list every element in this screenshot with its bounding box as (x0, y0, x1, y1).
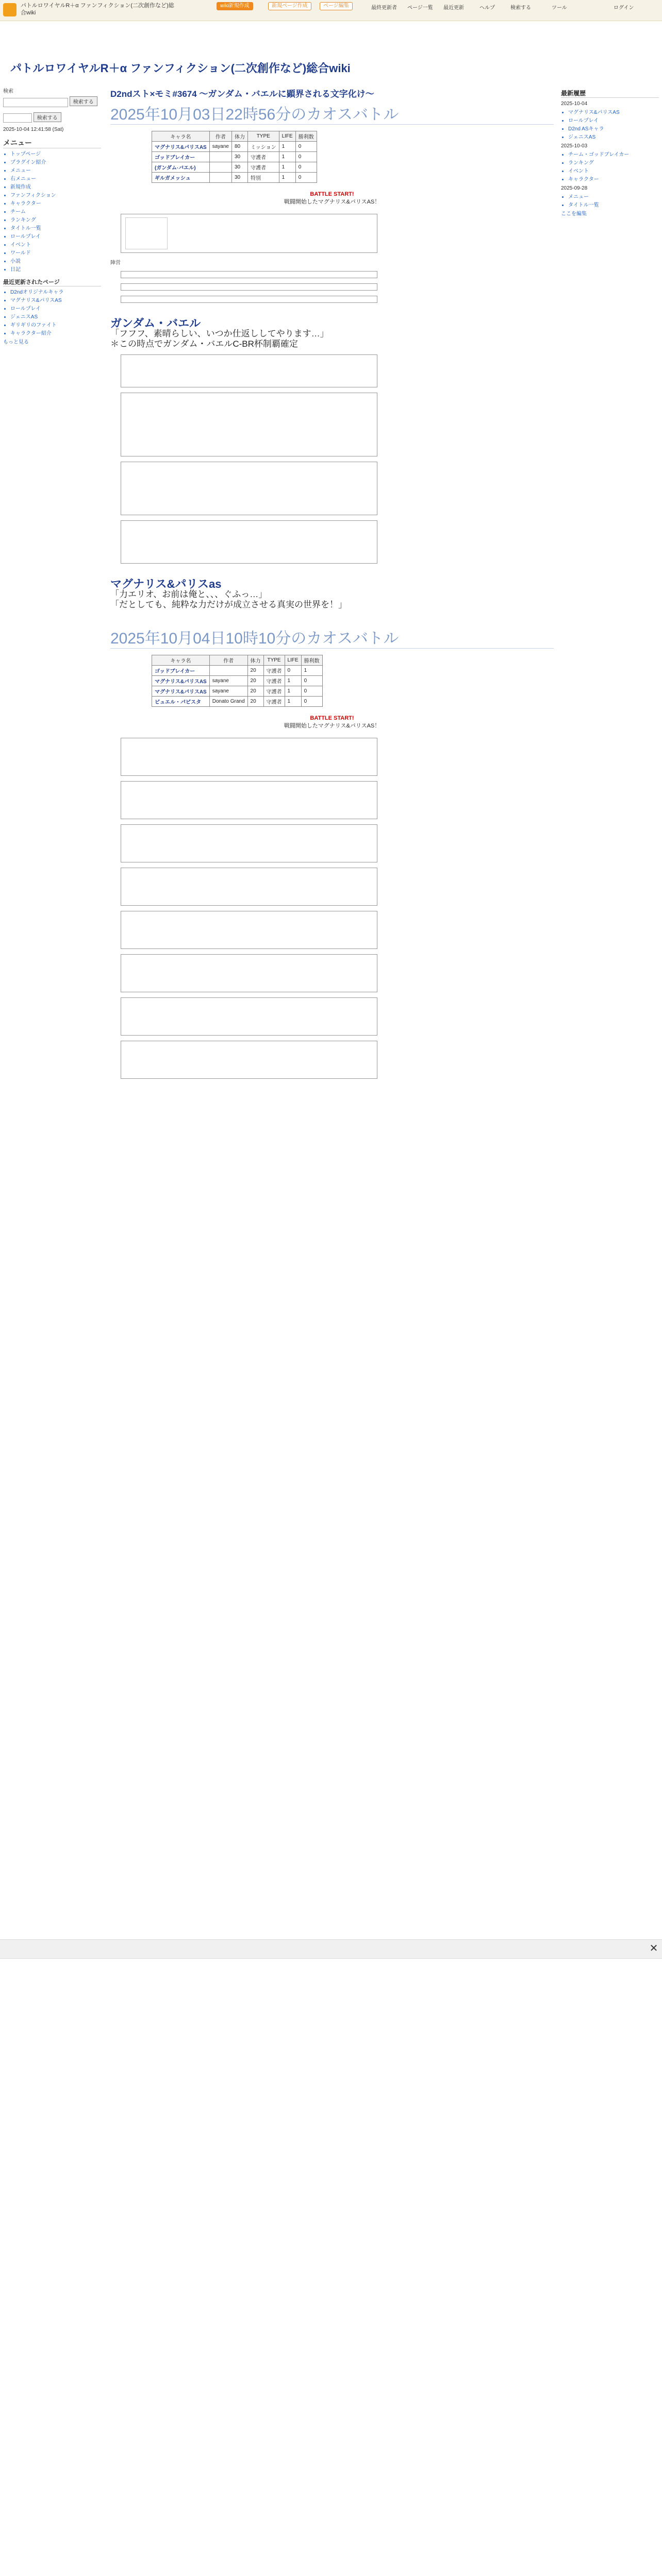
history-item[interactable]: • イベント (568, 166, 659, 174)
right-sidebar (561, 89, 659, 217)
menu-item[interactable]: • メニュー (10, 166, 101, 174)
table-row (152, 676, 323, 686)
history-date: 2025-09-28 (561, 185, 588, 191)
wiki-title[interactable]: パトルロワイヤルR＋α ファンフィクション(二次創作など)総合wiki (10, 62, 351, 75)
character-image (125, 217, 168, 249)
table-header: 作者 (209, 655, 247, 666)
result-table (152, 655, 323, 707)
menu-item[interactable]: • ワールド (10, 248, 101, 256)
table-cell: Donato Grand (209, 697, 247, 707)
table-cell: 0 (301, 676, 322, 686)
session-title: 2025年10月03日22時56分のカオスバトル (110, 101, 554, 125)
table-header: 体力 (247, 655, 263, 666)
menu-item[interactable]: • チーム (10, 207, 101, 215)
menu-item[interactable]: • ファンフィクション (10, 191, 101, 198)
table-cell: 30 (231, 173, 247, 183)
table-header: 体力 (231, 131, 247, 142)
table-cell: sayane (209, 676, 247, 686)
battle-start-label: BATTLE START! (310, 191, 354, 197)
recent-title: 最近更新されたページ (3, 278, 101, 286)
table-cell: ミッション (247, 142, 279, 152)
table-cell: 1 (279, 162, 295, 173)
table-cell: 0 (301, 697, 322, 707)
table-header: 勝利数 (301, 655, 322, 666)
battle-log-box (121, 271, 377, 278)
table-cell: 20 (247, 666, 263, 676)
battle-start (110, 715, 554, 730)
history-item[interactable]: • ジェニスAS (568, 132, 659, 140)
turn-line (110, 258, 554, 266)
recent-item[interactable]: • マグナリス&パリスAS (10, 296, 101, 303)
table-header: 作者 (209, 131, 231, 142)
topbar-link-2[interactable]: 最近更新 (443, 5, 464, 11)
ending-lines (110, 579, 554, 610)
new-page-button[interactable]: 新規ページ作成 (268, 2, 311, 10)
table-cell[interactable]: マグナリス&パリスAS (152, 686, 210, 697)
table-cell: 特別 (247, 173, 279, 183)
history-item[interactable]: • D2nd ASキャラ (568, 124, 659, 132)
table-row (152, 142, 317, 152)
battle-start-label: BATTLE START! (310, 715, 354, 721)
table-row (152, 152, 317, 162)
table-header: LIFE (279, 131, 295, 142)
result-table (152, 131, 317, 183)
recent-item[interactable]: • D2ndオリジナルキャラ (10, 287, 101, 295)
table-cell: 守護者 (263, 666, 285, 676)
table-cell (209, 162, 231, 173)
table-cell: 守護者 (263, 676, 285, 686)
topbar-link-1[interactable]: ページ一覧 (407, 5, 433, 11)
search-input-2[interactable] (3, 113, 32, 123)
table-header: キャラ名 (152, 655, 210, 666)
battle-log-box (121, 738, 377, 776)
recent-list (3, 287, 101, 336)
history-date: 2025-10-03 (561, 143, 588, 149)
recent-item[interactable]: • キャラクター紹介 (10, 329, 101, 336)
menu-item[interactable]: • ランキング (10, 215, 101, 223)
table-row (152, 173, 317, 183)
battle-start (110, 191, 554, 206)
session-title: 2025年10月04日10時10分のカオスバトル (110, 625, 554, 649)
search-button[interactable]: 検索する (70, 96, 97, 106)
table-cell: 0 (295, 162, 317, 173)
battle-log-box (121, 911, 377, 949)
table-cell: 1 (279, 152, 295, 162)
table-cell: 守護者 (263, 686, 285, 697)
topbar-link-3[interactable]: ヘルプ (479, 5, 495, 11)
table-cell: 守護者 (263, 697, 285, 707)
table-row (152, 697, 323, 707)
menu-item[interactable]: • 右メニュー (10, 174, 101, 182)
battle-log-box (121, 393, 377, 456)
highlight-lines (110, 318, 554, 349)
new-wiki-button[interactable]: wiki新規作成 (217, 2, 253, 10)
table-cell (209, 666, 247, 676)
left-sidebar (3, 87, 101, 345)
page-heading: D2ndスト×モミ#3674 ～ガンダム・バエルに顕界される文字化け～ (110, 89, 374, 99)
table-row (152, 686, 323, 697)
menu-list (3, 149, 101, 273)
table-cell[interactable]: ビュエル・パピスタ (152, 697, 210, 707)
menu-item[interactable]: • タイトル一覧 (10, 224, 101, 231)
table-header: LIFE (285, 655, 301, 666)
site-title[interactable]: パトルロワイヤルR＋α ファンフィクション(二次創作など)総合wiki (21, 3, 174, 16)
table-cell: sayane (209, 686, 247, 697)
table-cell: 0 (295, 152, 317, 162)
highlight-note: ＊この時点でガンダム・バエルC-BR杯制覇確定 (110, 339, 298, 349)
edit-page-button[interactable]: ページ編集 (320, 2, 353, 10)
wiki-logo[interactable] (3, 3, 16, 16)
search-button-2[interactable]: 検索する (34, 112, 61, 122)
overlay-bar (0, 1939, 662, 1959)
table-cell: 1 (279, 173, 295, 183)
table-cell: 30 (231, 162, 247, 173)
table-cell: 守護者 (247, 152, 279, 162)
battle-log-box (121, 824, 377, 862)
table-cell: 20 (247, 697, 263, 707)
table-cell: 1 (301, 666, 322, 676)
topbar-link-4[interactable]: 検索する (510, 5, 531, 11)
history-item[interactable]: • マグナリス&パリスAS (568, 108, 659, 115)
table-row (152, 162, 317, 173)
edit-link[interactable]: ここを編集 (561, 211, 587, 217)
main-content (110, 87, 554, 1084)
history-title: 最新履歴 (561, 89, 659, 98)
table-header: キャラ名 (152, 131, 210, 142)
top-bar (0, 0, 662, 21)
topbar-link-5[interactable]: ツール (552, 5, 567, 11)
menu-item[interactable]: • イベント (10, 240, 101, 248)
battle-log-box (121, 997, 377, 1036)
table-header: TYPE (263, 655, 285, 666)
table-cell: sayane (209, 142, 231, 152)
date-label: 2025-10-04 12:41:58 (Sat) (3, 127, 64, 132)
table-header: 勝利数 (295, 131, 317, 142)
history-date: 2025-10-04 (561, 101, 588, 107)
table-cell (209, 152, 231, 162)
menu-item[interactable]: • トップページ (10, 149, 101, 157)
search-label: 検索 (3, 89, 13, 94)
battle-log-box (121, 954, 377, 992)
menu-item[interactable]: • キャラクター (10, 199, 101, 207)
table-cell[interactable]: マグナリス&パリスAS (152, 676, 210, 686)
table-row (152, 666, 323, 676)
battle-start-line: 戦闘開始したマグナリス&パリスAS！ (284, 199, 380, 205)
recent-item[interactable]: • ロールプレイ (10, 304, 101, 312)
history-item[interactable]: • ロールプレイ (568, 116, 659, 124)
table-cell[interactable]: ゴッドブレイカー (152, 666, 210, 676)
battle-log-box (121, 520, 377, 564)
table-cell: 0 (285, 666, 301, 676)
recent-item[interactable]: • ジェニスAS (10, 312, 101, 320)
ending-quote-2: 「だとしても、純粋な力だけが成立させる真実の世界を！」 (110, 600, 347, 609)
table-cell[interactable]: (ガンダム·バエル) (152, 162, 210, 173)
battle-log-box (121, 283, 377, 291)
table-cell: 1 (285, 686, 301, 697)
table-cell: 1 (285, 697, 301, 707)
table-cell: 80 (231, 142, 247, 152)
history-item[interactable]: • ランキング (568, 158, 659, 166)
table-cell: 20 (247, 686, 263, 697)
topbar-link-6[interactable]: ログイン (614, 5, 634, 11)
highlight-name: ガンダム・バエル (110, 317, 201, 330)
table-cell: 1 (279, 142, 295, 152)
table-cell[interactable]: ゴッドブレイカー (152, 152, 210, 162)
table-cell[interactable]: ギルガメッシュ (152, 173, 210, 183)
table-cell: 0 (295, 142, 317, 152)
topbar-link-0[interactable]: 最終更新者 (371, 5, 397, 11)
ending-name: マグナリス&パリスas (110, 578, 222, 590)
menu-item[interactable]: • プラグイン紹介 (10, 158, 101, 165)
table-header: TYPE (247, 131, 279, 142)
battle-log-box (121, 296, 377, 303)
battle-log-box (121, 868, 377, 906)
battle-log-box (121, 354, 377, 387)
menu-title: メニュー (3, 138, 101, 148)
table-cell: 1 (285, 676, 301, 686)
menu-item[interactable]: • 小説 (10, 257, 101, 264)
battle-log-box (121, 214, 377, 253)
table-cell: 0 (295, 173, 317, 183)
ending-quote: 「力エリオ、お前は俺と、、、ぐふっ…」 (110, 589, 268, 599)
highlight-quote: 「フフフ、素晴らしい、いつか仕返ししてやります…」 (110, 329, 329, 338)
close-icon[interactable]: ✕ (649, 1943, 658, 1954)
battle-start-line: 戦闘開始したマグナリス&パリスAS！ (284, 723, 380, 729)
table-cell: 30 (231, 152, 247, 162)
menu-item[interactable]: • ロールプレイ (10, 232, 101, 240)
battle-log-box (121, 781, 377, 819)
battle-log-box (121, 1041, 377, 1079)
battle-log-box (121, 462, 377, 515)
turn-label: 陣営 (110, 260, 121, 266)
menu-item[interactable]: • 日記 (10, 265, 101, 273)
history-item[interactable]: • タイトル一覧 (568, 200, 659, 208)
history-item[interactable]: • キャラクター (568, 175, 659, 182)
table-cell: 0 (301, 686, 322, 697)
recent-item[interactable]: • ギリギリのファイト (10, 320, 101, 328)
table-cell: 20 (247, 676, 263, 686)
history-item[interactable]: • メニュー (568, 192, 659, 200)
menu-item[interactable]: • 新規作成 (10, 182, 101, 190)
table-cell (209, 173, 231, 183)
more-link[interactable]: もっと見る (3, 340, 29, 345)
table-cell[interactable]: マグナリス&パリスAS (152, 142, 210, 152)
table-cell: 守護者 (247, 162, 279, 173)
history-item[interactable]: • チーム・ゴッドブレイカー (568, 150, 659, 158)
search-input[interactable] (3, 98, 68, 107)
